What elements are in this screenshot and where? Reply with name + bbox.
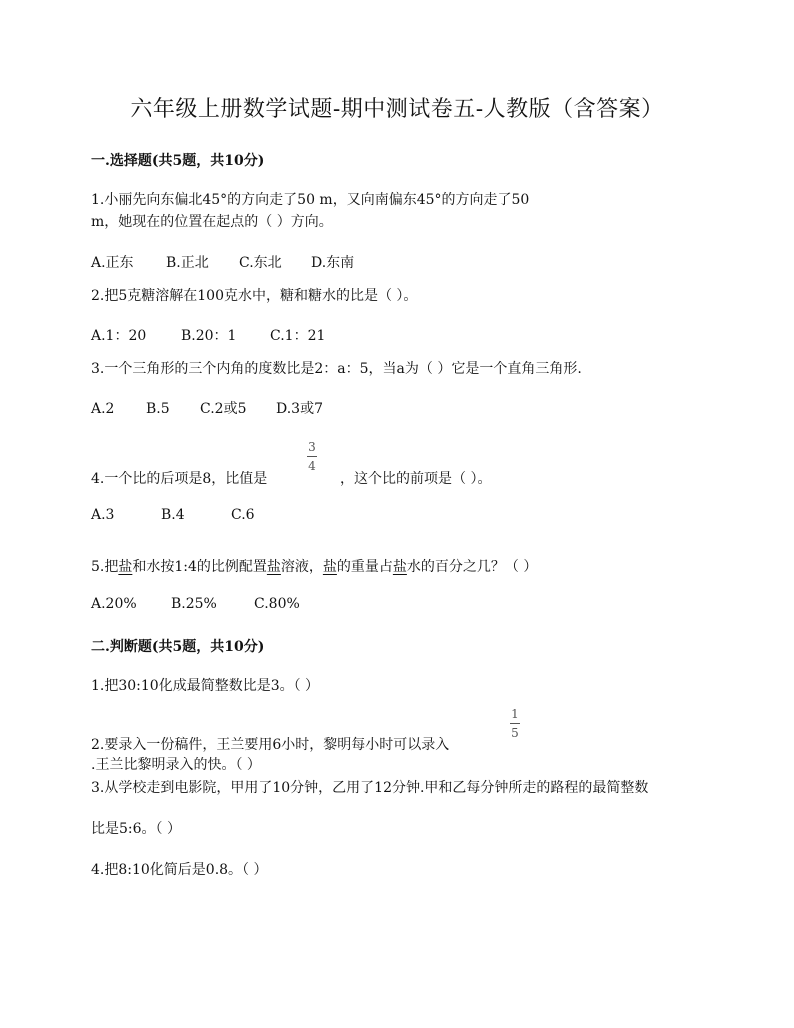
salt-word: 盐	[266, 559, 281, 575]
judgement-3-line-2: 比是5:6。（ ）	[91, 821, 181, 837]
question-4-text-after: ，这个比的前项是（ ）。	[340, 471, 492, 487]
option-b: B.25%	[171, 596, 217, 612]
option-c: C.1：21	[270, 328, 326, 344]
option-d: D.3或7	[276, 401, 323, 417]
question-5-options	[91, 596, 300, 612]
question-5	[91, 556, 537, 578]
option-b: B.正北	[166, 255, 209, 271]
question-1-line-2: m，她现在的位置在起点的（ ）方向。	[91, 214, 333, 230]
fraction-denominator: 4	[308, 459, 316, 473]
option-b: B.4	[161, 507, 185, 523]
option-d: D.东南	[311, 255, 355, 271]
fraction-numerator: 3	[308, 440, 316, 454]
option-a: A.3	[91, 507, 115, 523]
fraction-three-quarters	[307, 440, 317, 473]
question-1-options	[91, 252, 354, 272]
question-5-part: 溶液，	[280, 559, 323, 575]
judgement-1: 1.把30:10化成最简整数比是3。（ ）	[91, 678, 320, 694]
judgement-2-line-1: 2.要录入一份稿件，王兰要用6小时，黎明每小时可以录入	[91, 737, 450, 753]
option-a: A.正东	[91, 255, 134, 271]
option-a: A.2	[91, 401, 115, 417]
option-b: B.5	[146, 401, 170, 417]
fraction-denominator: 5	[511, 726, 519, 740]
option-b: B.20：1	[181, 328, 237, 344]
question-3-options	[91, 398, 323, 418]
salt-word: 盐	[322, 559, 337, 575]
section-judgement-heading: 二.判断题(共5题，共10分)	[91, 639, 265, 655]
fraction-numerator: 1	[511, 707, 519, 721]
fraction-bar	[307, 456, 317, 457]
option-c: C.东北	[239, 255, 282, 271]
question-2-options	[91, 325, 325, 345]
question-5-part: 5.把	[91, 559, 119, 575]
question-5-part: 水的百分之几？（ ）	[406, 559, 538, 575]
fraction-one-fifth	[510, 707, 520, 740]
option-c: C.6	[231, 507, 255, 523]
option-a: A.20%	[91, 596, 137, 612]
question-5-part: 的重量占	[336, 559, 393, 575]
judgement-2-line-2: .王兰比黎明录入的快。（ ）	[91, 757, 261, 773]
judgement-4: 4.把8:10化简后是0.8。（ ）	[91, 862, 268, 878]
section-choice-heading: 一.选择题(共5题，共10分)	[91, 153, 265, 169]
page-title: 六年级上册数学试题-期中测试卷五-人教版（含答案）	[130, 97, 664, 122]
option-c: C.2或5	[200, 401, 247, 417]
option-c: C.80%	[254, 596, 300, 612]
question-4-text-before: 4.一个比的后项是8，比值是	[91, 471, 268, 487]
question-1-line-1: 1.小丽先向东偏北45°的方向走了50 m，又向南偏东45°的方向走了50	[91, 192, 530, 208]
question-3: 3.一个三角形的三个内角的度数比是2：a：5，当a为（ ）它是一个直角三角形.	[91, 361, 582, 377]
question-2: 2.把5克糖溶解在100克水中，糖和糖水的比是（ ）。	[91, 288, 418, 304]
salt-word: 盐	[118, 559, 133, 575]
option-a: A.1：20	[91, 328, 147, 344]
question-5-part: 和水按1:4的比例配置	[132, 559, 267, 575]
judgement-3-line-1: 3.从学校走到电影院，甲用了10分钟，乙用了12分钟.甲和乙每分钟所走的路程的最简整数	[91, 780, 649, 796]
salt-word: 盐	[392, 559, 407, 575]
fraction-bar	[510, 723, 520, 724]
question-4-options	[91, 507, 255, 523]
